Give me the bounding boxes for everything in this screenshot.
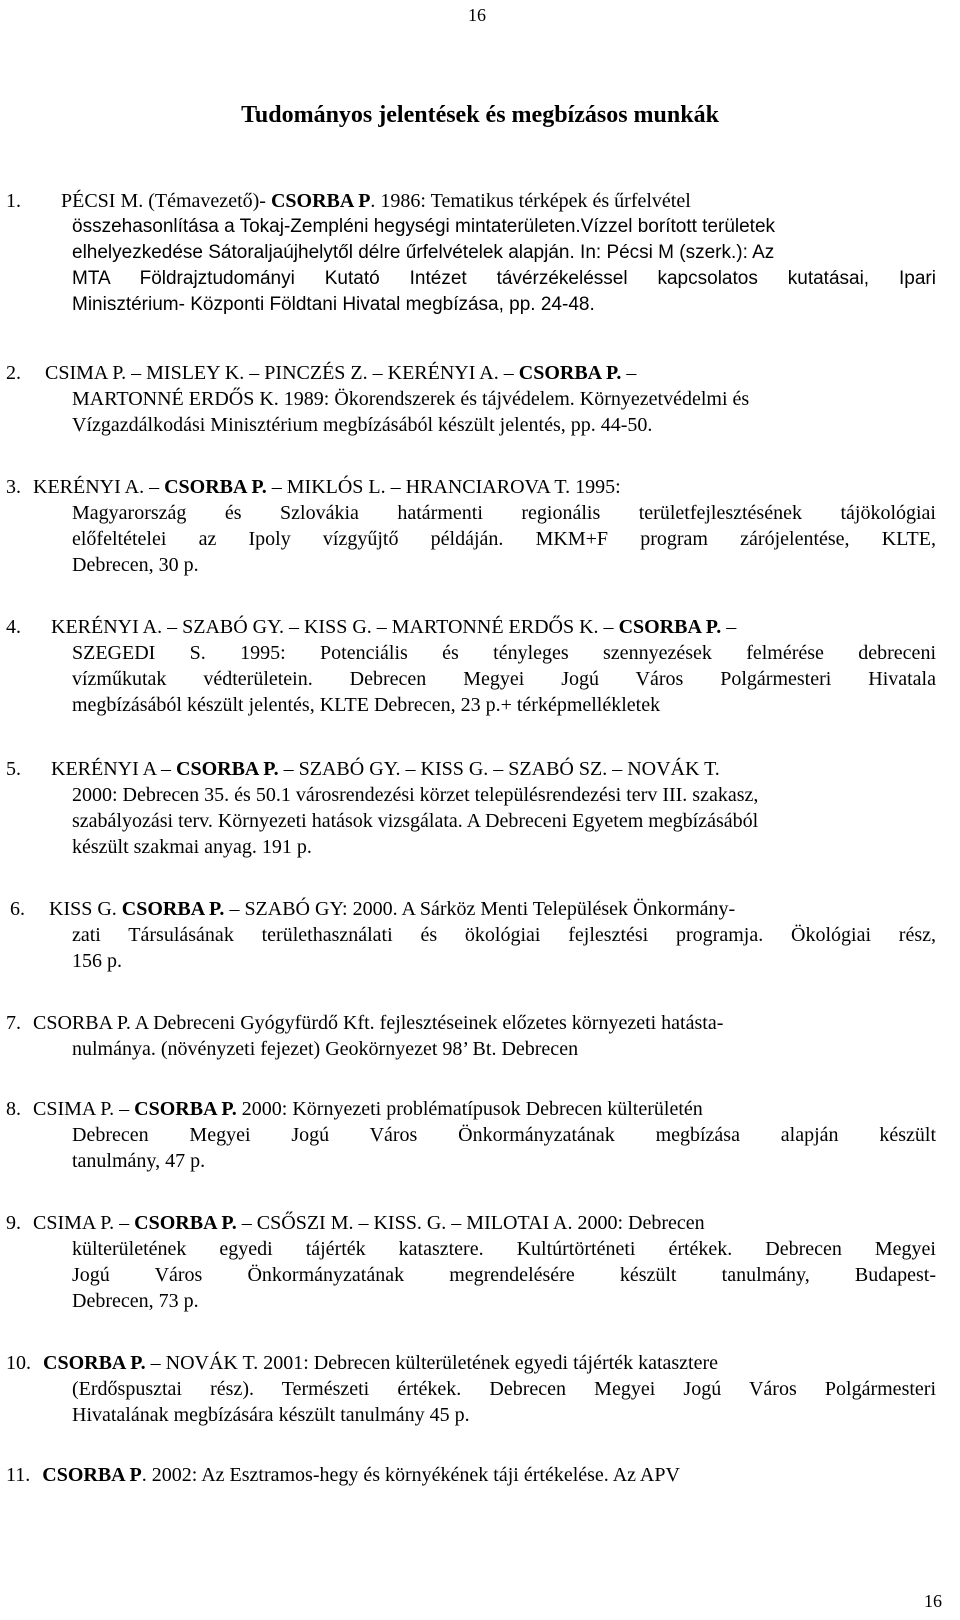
item-text: CSORBA P. A Debreceni Gyógyfürdő Kft. fejlesztéseinek előzetes környezeti hatásta- [33,1012,724,1034]
item-text: MARTONNÉ ERDŐS K. 1989: Ökorendszerek és tájvédelem. Környezetvédelmi és [72,388,750,410]
item-text: – CSŐSZI M. – KISS. G. – MILOTAI A. 2000: Debrecen [236,1212,705,1234]
item-author-bold: CSORBA P. [164,476,267,498]
item-author-bold: CSORBA P. [518,362,622,384]
item-text: CSIMA P. – [33,1098,135,1120]
item-number: 6. [10,898,25,920]
item-number: 5. [6,758,21,780]
item-text: . 2002: Az Esztramos-hegy és környékének táji értékelése. Az APV [141,1464,680,1486]
item-number: 3. [6,476,21,498]
item-number: 2. [6,362,21,384]
list-item [6,1350,936,1428]
item-text: MTA Földrajztudományi Kutató Intézet távérzékeléssel kapcsolatos kutatásai, Ipari [72,268,936,289]
item-text: Hivatalának megbízására készült tanulmány 45 p. [72,1404,470,1426]
list-item [6,188,936,318]
item-number: 11. [6,1464,31,1486]
item-text: – [721,616,737,638]
item-text: Magyarország és Szlovákia határmenti regionális területfejlesztésének tájökológiai [72,502,936,524]
item-text: 2000: Környezeti problématípusok Debrecen külterületén [236,1098,703,1120]
list-item [6,896,936,974]
item-text: Debrecen, 73 p. [72,1290,199,1312]
item-text: külterületének egyedi tájérték kataszterе. Kultúrtörténeti értékek. Debrecen Megyei [72,1238,936,1260]
item-number: 1. [6,190,21,212]
item-text: vízműkutak védterületein. Debrecen Megyei Jogú Város Polgármesteri Hivatala [72,668,936,690]
item-author-bold: CSORBA P [42,1464,142,1486]
item-text: Minisztérium- Központi Földtani Hivatal megbízása, pp. 24-48. [72,294,595,315]
item-text: Debrecen Megyei Jogú Város Önkormányzatának megbízása alapján készült [72,1124,936,1146]
item-author-bold: CSORBA P. [43,1352,146,1374]
page-title: Tudományos jelentések és megbízásos munkák [241,102,719,128]
item-author-bold: CSORBA P. [134,1098,237,1120]
item-text: KERÉNYI A. – [33,476,165,498]
list-item [6,756,936,860]
list-item [6,1010,936,1062]
list-item [6,474,936,578]
item-text: szabályozási terv. Környezeti hatások vizsgálata. A Debreceni Egyetem megbízásából [72,810,759,832]
item-text: (Erdőspusztai rész). Természeti értékek. Debrecen Megyei Jogú Város Polgármesteri [72,1378,936,1400]
item-author-bold: CSORBA P. [121,898,225,920]
item-number: 7. [6,1012,21,1034]
item-text: SZEGEDI S. 1995: Potenciális és tényleges szennyezések felmérése debreceni [72,642,936,664]
item-text: – SZABÓ GY. – KISS G. – SZABÓ SZ. – NOVÁK T. [278,758,720,780]
item-text: készült szakmai anyag. 191 p. [72,836,312,858]
item-number: 8. [6,1098,21,1120]
item-text: 2000: Debrecen 35. és 50.1 városrendezési körzet településrendezési terv III. szakasz, [72,784,759,806]
item-text: megbízásából készült jelentés, KLTE Debrecen, 23 p.+ térképmellékletek [72,694,661,716]
item-author-bold: CSORBA P. [176,758,279,780]
list-item [6,614,936,718]
item-text: zati Társulásának területhasználati és ökológiai fejlesztési programja. Ökológiai rész, [72,924,936,946]
item-text: KERÉNYI A. – SZABÓ GY. – KISS G. – MARTONNÉ ERDŐS K. – [51,616,619,638]
item-text: Vízgazdálkodási Minisztérium megbízásából készült jelentés, pp. 44-50. [72,414,653,436]
item-text: nulmánya. (növényzeti fejezet) Geokörnyezet 98’ Bt. Debrecen [72,1038,579,1060]
item-text: . 1986: Tematikus térképek és űrfelvétel [370,190,691,212]
item-author-bold: CSORBA P. [134,1212,237,1234]
item-number: 10. [6,1352,31,1374]
page-number-bottom: 16 [924,1591,942,1611]
page-number-top: 16 [468,5,486,25]
list-item [6,1096,936,1174]
item-text: elhelyezkedése Sátoraljaújhelytől délre űrfelvételek alapján. In: Pécsi M (szerk.): Az [72,242,775,263]
item-text: PÉCSI M. (Témavezető)- [61,190,271,212]
item-text: CSIMA P. – MISLEY K. – PINCZÉS Z. – KERÉNYI A. – [45,362,519,384]
item-text: – [621,362,637,384]
item-text: KERÉNYI A – [51,758,176,780]
item-text: – SZABÓ GY: 2000. A Sárköz Menti Települések Önkormány- [224,898,736,920]
list-item [6,1210,936,1314]
item-text: KISS G. [49,898,122,920]
item-text: 156 p. [72,950,122,972]
list-item [6,360,936,438]
item-text: Debrecen, 30 p. [72,554,199,576]
item-author-bold: CSORBA P. [618,616,722,638]
item-text: – NOVÁK T. 2001: Debrecen külterületének egyedi tájérték kataszterе [145,1352,719,1374]
item-number: 9. [6,1212,21,1234]
item-text: Jogú Város Önkormányzatának megrendelésére készült tanulmány, Budapest- [72,1264,936,1286]
item-author-bold: CSORBA P [270,190,371,212]
item-text: – MIKLÓS L. – HRANCIAROVA T. 1995: [266,476,621,498]
list-item [6,1462,936,1488]
item-text: CSIMA P. – [33,1212,135,1234]
item-number: 4. [6,616,21,638]
item-text: tanulmány, 47 p. [72,1150,206,1172]
item-text: előfeltételei az Ipoly vízgyűjtő példáján. MKM+F program zárójelentése, KLTE, [72,528,936,550]
item-text: összehasonlítása a Tokaj-Zempléni hegységi mintaterületen.Vízzel borított területek [72,216,776,237]
